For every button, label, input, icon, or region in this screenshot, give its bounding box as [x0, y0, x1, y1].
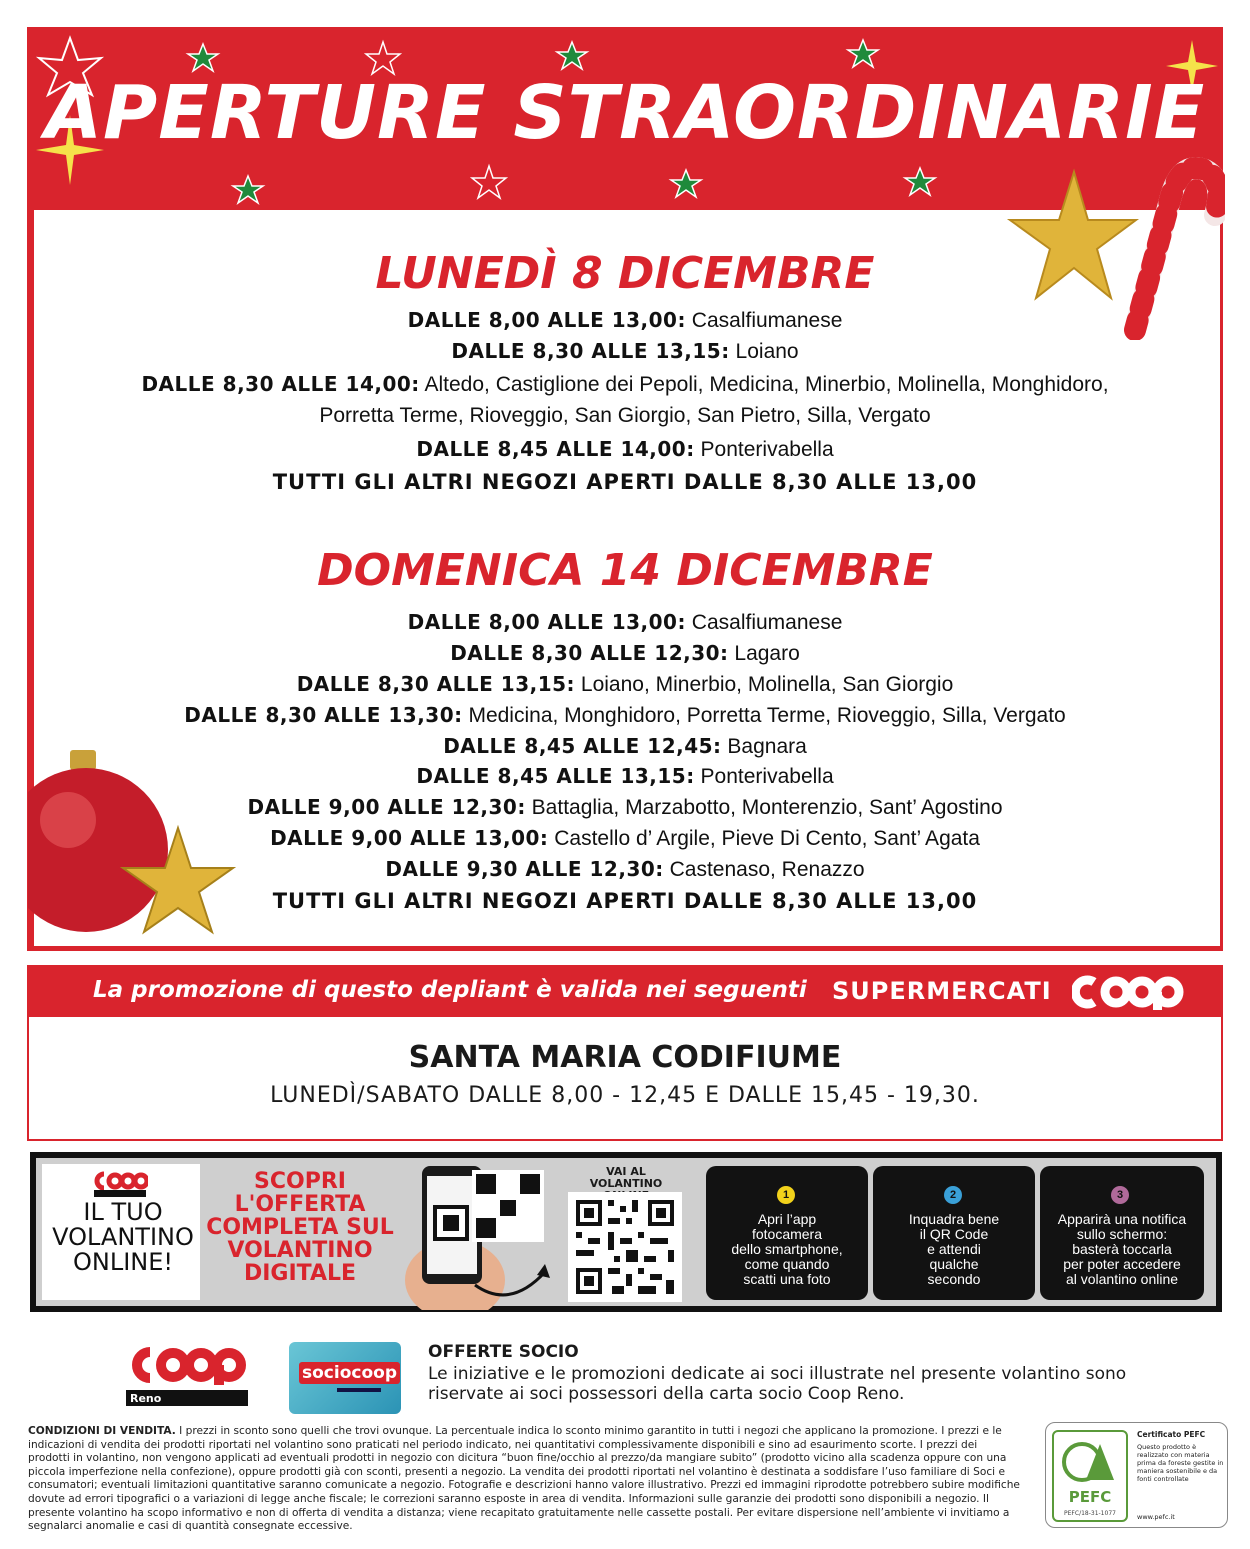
pefc-cert-title: Certificato PEFC [1137, 1430, 1206, 1439]
day2-row: DALLE 8,00 ALLE 13,00: Casalfiumanese [407, 610, 843, 634]
day2-row: DALLE 8,45 ALLE 12,45: Bagnara [443, 734, 807, 758]
pefc-logo: PEFC PEFC/18-31-1077 [1052, 1430, 1128, 1522]
day1-row: DALLE 8,30 ALLE 13,15: Loiano [451, 339, 799, 363]
day2-row: DALLE 8,30 ALLE 13,30: Medicina, Monghidoro, Porretta Terme, Rioveggio, Silla, Vergato [184, 703, 1066, 727]
day2-row: DALLE 9,00 ALLE 13,00: Castello d’ Argile, Pieve Di Cento, Sant’ Agata [270, 826, 980, 850]
store-hours: LUNEDÌ/SABATO DALLE 8,00 - 12,45 E DALLE 15,45 - 19,30. [270, 1083, 980, 1108]
supermercati-label: SUPERMERCATI [832, 977, 1052, 1005]
store-box [27, 1017, 1223, 1141]
page-title: APERTURE STRAORDINARIE [44, 70, 1206, 156]
promo-band [27, 965, 1223, 1017]
step-card: 2 Inquadra bene il QR Code e attendi qualche secondo [873, 1166, 1035, 1300]
conditions-text: CONDIZIONI DI VENDITA. I prezzi in sconto sono quelli che trovi ovunque. La percentuale indica lo sconto minimo garantito in tutti i negozi che applicano la promozione. I prezzi e le indicazioni di vendita dei prodotti riportati nel volantino sono praticati nel periodo indicato, nei quantitativi complessivamente disponibili e sino ad esaurimento scorte. I prezzi dei prodotti in volantino, non vengono applicati ad eventuali prodotti in negozio con dicitura “buon fine/occhio al prezzo/da mangiare subito” (prodotto vicino alla scadenza oppure con una piccola imperfezione nella confezione), oppure prodotti già con sconti, presenti a negozio. La vendita dei prodotti riportati nel volantino è destinata a soddisfare l’uso familiare di Soci e consumatori; eventuali limitazioni quantitative saranno comunicate a negozio. Fotografie e descrizioni hanno valore illustrativo. Prezzi ed immagini riprodotte potrebbero subire modifiche dovute ad errori tipografici o a variazioni di legge anche fiscale; le correzioni saranno esposte in area di vendita. Informazioni sulle garanzie dei prodotti sono disponibili a negozio. Il presente volantino ha scopo informativo e non di offerta di vendita a distanza; viene recapitato gratuitamente nelle cassette postali. Per evitare dispersione nell’ambiente vi invitiamo a segnalarci anomalie e casi di quantità consegnate eccessive. [28, 1425, 1020, 1533]
pefc-url: www.pefc.it [1137, 1513, 1175, 1521]
step-number-badge: 3 [1111, 1186, 1129, 1204]
step-number-badge: 2 [944, 1186, 962, 1204]
day2-row: DALLE 9,30 ALLE 12,30: Castenaso, Renazzo [385, 857, 865, 881]
day1-row: DALLE 8,00 ALLE 13,00: Casalfiumanese [407, 308, 843, 332]
coop-small-logo-icon [92, 1168, 148, 1198]
coop-reno-logo-icon [126, 1342, 248, 1406]
day2-row: DALLE 8,45 ALLE 13,15: Ponterivabella [416, 764, 834, 788]
day2-all-others: TUTTI GLI ALTRI NEGOZI APERTI DALLE 8,30 ALLE 13,00 [272, 889, 978, 913]
coop-logo-icon [1072, 974, 1190, 1010]
day1-title: LUNEDÌ 8 DICEMBRE [375, 248, 875, 299]
day2-row: DALLE 9,00 ALLE 12,30: Battaglia, Marzabotto, Monterenzio, Sant’ Agostino [247, 795, 1003, 819]
step-card: 1 Apri l’app fotocamera dello smartphone, come quando scatti una foto [706, 1166, 868, 1300]
volantino-online-text: IL TUO VOLANTINO ONLINE! [52, 1198, 194, 1276]
day2-row: DALLE 8,30 ALLE 13,15: Loiano, Minerbio, Molinella, San Giorgio [296, 672, 954, 696]
socio-card [289, 1342, 401, 1414]
vai-al-volantino-label: VAI AL VOLANTINO [589, 1165, 663, 1190]
pefc-trees-icon [1060, 1440, 1120, 1484]
day1-row: DALLE 8,30 ALLE 14,00: Altedo, Castiglione dei Pepoli, Medicina, Minerbio, Molinella, Monghidoro, [141, 372, 1109, 396]
scopri-offerta-text: SCOPRI L'OFFERTA COMPLETA SUL VOLANTINO DIGITALE [206, 1169, 394, 1286]
offerte-socio-text: Le iniziative e le promozioni dedicate ai soci illustrate nel presente volantino sono riservate ai soci possessori della carta socio Coop Reno. [428, 1364, 1127, 1404]
step-card: 3 Apparirà una notifica sullo schermo: basterà toccarla per poter accedere al volantino online [1040, 1166, 1204, 1300]
offerte-socio-title: OFFERTE SOCIO [428, 1342, 579, 1362]
smartphone-icon [400, 1160, 560, 1310]
day1-row: DALLE 8,45 ALLE 14,00: Ponterivabella [416, 437, 834, 461]
day1-row: Porretta Terme, Rioveggio, San Giorgio, San Pietro, Silla, Vergato [319, 404, 931, 427]
qr-code[interactable] [568, 1192, 682, 1302]
day1-all-others: TUTTI GLI ALTRI NEGOZI APERTI DALLE 8,30 ALLE 13,00 [272, 470, 978, 494]
day2-title: DOMENICA 14 DICEMBRE [317, 545, 933, 596]
socio-card-label: sociocoop [299, 1362, 400, 1384]
pefc-cert-text: Questo prodotto è realizzato con materia prima da foreste gestite in maniera sostenibile e da fonti controllate [1137, 1443, 1224, 1483]
card-stripe [337, 1388, 381, 1392]
store-name: SANTA MARIA CODIFIUME [408, 1040, 842, 1075]
coop-reno-sub: Reno [130, 1392, 162, 1405]
day2-row: DALLE 8,30 ALLE 12,30: Lagaro [450, 641, 800, 665]
step-number-badge: 1 [777, 1186, 795, 1204]
promo-band-text: La promozione di questo depliant è valida nei seguenti [93, 977, 807, 1003]
